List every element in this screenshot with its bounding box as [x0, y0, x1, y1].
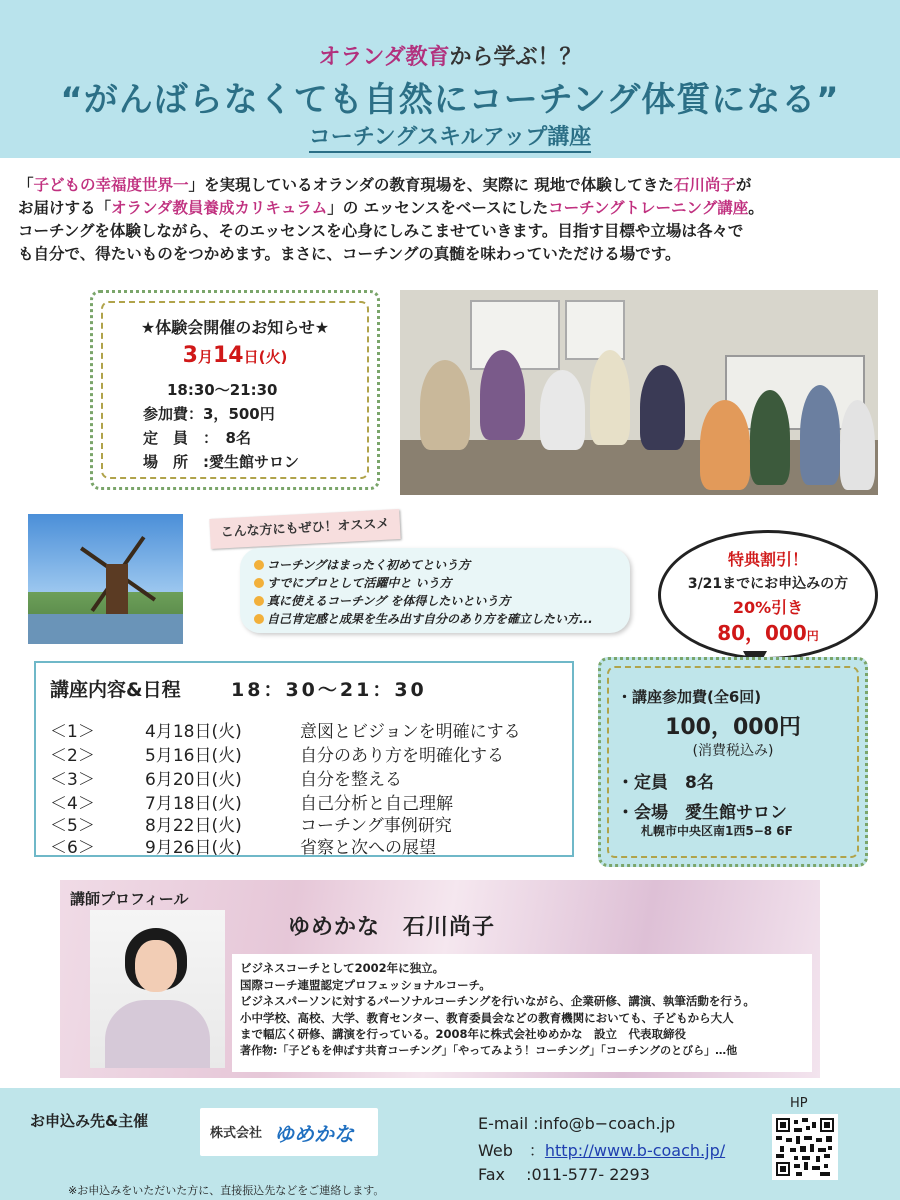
session-topic: 自己分析と自己理解 [300, 794, 453, 814]
instructor-profile [60, 880, 820, 1078]
course-fee-box [598, 657, 868, 867]
profile-label: 講師プロフィール [70, 890, 189, 908]
intro-highlight: 石川尚子 [673, 176, 736, 194]
person [480, 350, 525, 440]
discount-price-unit: 円 [806, 629, 819, 643]
schedule-title: 講座内容&日程 [50, 679, 181, 701]
intro-highlight: オランダ教員養成カリキュラム [111, 199, 328, 217]
session-date: 9月26日(火) [145, 838, 242, 858]
session-number: ＜6＞ [50, 838, 95, 858]
session-date: 8月22日(火) [145, 816, 242, 836]
logo-prefix: 株式会社 [210, 1126, 263, 1141]
session-number: ＜5＞ [50, 816, 95, 836]
schedule-row [50, 765, 570, 790]
intro-text: 」の エッセンスをベースにした [327, 199, 549, 217]
footer [0, 1088, 900, 1200]
contact-fax: Fax :011-577- 2293 [478, 1165, 650, 1184]
recommend-box [240, 548, 630, 633]
footer-label: お申込み先&主催 [30, 1112, 149, 1130]
discount-price-value: 80，000 [717, 621, 807, 645]
intro-line-1 [18, 174, 884, 197]
flower-bullet-icon [254, 560, 264, 570]
website-link[interactable]: http://www.b-coach.jp/ [544, 1141, 726, 1160]
canal-water [28, 614, 183, 644]
intro-line-3: コーチングを体験しながら、そのエッセンスを心身にしみこませていきます。目指す目標や立場は各々で [18, 222, 744, 240]
course-title-text: コーチングスキルアップ講座 [309, 125, 591, 153]
schedule-time: 18：30〜21：30 [231, 679, 427, 701]
flower-bullet-icon [254, 578, 264, 588]
session-topic: 自分のあり方を明確化する [300, 746, 504, 766]
intro-text: 」を実現しているオランダの教育現場を、実際に 現地で体験してきた [188, 176, 674, 194]
session-date: 6月20日(火) [145, 770, 242, 790]
person [420, 360, 470, 450]
schedule-row [50, 717, 570, 742]
trial-event-box [90, 290, 380, 490]
fee-tax-note: (消費税込み) [692, 743, 774, 759]
fee-venue: ・会場 愛生館サロン [617, 803, 787, 823]
person [800, 385, 840, 485]
recommend-item-text: 真に使えるコーチング を体得したいという方 [267, 594, 511, 608]
person [590, 350, 630, 445]
footer-note: ※お申込みをいただいた方に、直接振込先などをご連絡します。 [68, 1184, 385, 1197]
intro-line-2 [18, 197, 884, 220]
whiteboard [565, 300, 625, 360]
fee-label: ・講座参加費(全6回) [617, 688, 762, 706]
session-date: 5月16日(火) [145, 746, 242, 766]
fee-amount: 100，000円 [665, 715, 801, 740]
schedule-row [50, 833, 570, 858]
discount-price [661, 617, 875, 646]
flower-bullet-icon [254, 614, 264, 624]
qr-code-graphic [776, 1118, 834, 1176]
contact-web [478, 1138, 725, 1161]
person [640, 365, 685, 450]
schedule-row [50, 741, 570, 766]
recommend-item [254, 592, 616, 610]
instructor-photo [90, 910, 225, 1068]
discount-deadline: 3/21までにお申込みの方 [687, 576, 849, 592]
schedule-row [50, 789, 570, 814]
instructor-name: ゆめかな 石川尚子 [288, 915, 496, 940]
person [750, 390, 790, 485]
person [840, 400, 875, 490]
intro-text: お届けする「 [18, 199, 112, 217]
session-topic: 自分を整える [300, 770, 402, 790]
intro-text: が [735, 176, 752, 194]
hp-label: HP [790, 1096, 808, 1111]
fee-address: 札幌市中央区南1西5−8 6F [641, 824, 793, 838]
date-day: 14 [212, 343, 244, 368]
session-number: ＜4＞ [50, 794, 95, 814]
discount-title: 特典割引！ [727, 550, 808, 569]
header-banner [0, 0, 900, 158]
contact-email[interactable]: E-mail :info@b−coach.jp [478, 1114, 676, 1133]
trial-event-place: 場 所 :愛生館サロン [143, 453, 299, 471]
profile-line: 小中学校、高校、大学、教育センター、教育委員会などの教育機関においても、子どもから大人 [240, 1010, 734, 1025]
profile-line: 著作物:「子どもを伸ばす共育コーチング」「やってみよう！コーチング」「コーチングのとびら」…他 [240, 1043, 738, 1057]
schedule-row [50, 811, 570, 836]
trial-event-time: 18:30〜21:30 [167, 381, 278, 399]
workshop-photo [400, 290, 878, 495]
trial-event-title: ★体験会開催のお知らせ★ [140, 318, 330, 337]
flower-bullet-icon [254, 596, 264, 606]
intro-highlight: コーチングトレーニング講座 [548, 199, 749, 217]
session-topic: 省察と次への展望 [300, 838, 436, 858]
session-topic: 意図とビジョンを明確にする [300, 722, 521, 742]
session-topic: コーチング事例研究 [300, 816, 452, 836]
session-number: ＜2＞ [50, 746, 95, 766]
logo-name: ゆめかな [274, 1122, 354, 1146]
subtitle-highlight: オランダ教育 [318, 45, 450, 70]
profile-line: まで幅広く研修、講演を行っている。2008年に株式会社ゆめかな 設立 代表取締役 [240, 1027, 687, 1041]
date-month: 3 [182, 343, 198, 368]
discount-bubble [658, 530, 878, 660]
schedule-box [34, 661, 574, 857]
fee-capacity: ・定員 8名 [617, 773, 714, 793]
profile-text [232, 954, 812, 1072]
intro-text: 。 [748, 199, 764, 217]
profile-line: 国際コーチ連盟認定プロフェッショナルコーチ。 [240, 977, 491, 992]
person [700, 400, 750, 490]
windmill-photo [28, 514, 183, 644]
recommend-item [254, 574, 616, 592]
date-day-unit: 日(火) [243, 348, 288, 366]
web-label: Web ： [478, 1141, 545, 1160]
page-title: “がんばらなくても自然にコーチング体質になる” [60, 80, 840, 120]
recommend-item [254, 556, 616, 574]
date-month-unit: 月 [197, 348, 213, 366]
intro-highlight: 子どもの幸福度世界一 [33, 176, 189, 194]
recommend-item-text: コーチングはまったく初めてという方 [267, 558, 471, 572]
company-logo [200, 1108, 378, 1156]
profile-line: ビジネスコーチとして2002年に独立。 [240, 961, 445, 975]
intro-text: 「 [18, 176, 34, 194]
trial-event-fee: 参加費：3，500円 [143, 405, 275, 423]
intro-paragraph [18, 174, 884, 266]
recommend-item [254, 610, 616, 628]
session-number: ＜3＞ [50, 770, 95, 790]
trial-event-date [93, 343, 377, 368]
intro-line-4: も自分で、得たいものをつかめます。まさに、コーチングの真髄を味わっていただける場です。 [18, 245, 681, 263]
recommend-item-text: すでにプロとして活躍中と いう方 [267, 576, 452, 590]
photo-body [105, 1000, 210, 1068]
session-date: 7月18日(火) [145, 794, 242, 814]
profile-line: ビジネスパーソンに対するパーソナルコーチングを行いながら、企業研修、講演、執筆活動を行う。 [240, 994, 755, 1008]
recommend-item-text: 自己肯定感と成果を生み出す自分のあり方を確立したい方... [267, 612, 593, 626]
photo-face [135, 940, 177, 992]
recommend-label: こんな方にもぜひ！オススメ [209, 509, 400, 549]
session-date: 4月18日(火) [145, 722, 242, 742]
qr-code-icon[interactable] [772, 1114, 838, 1180]
header-subtitle [0, 40, 900, 71]
course-title [0, 120, 900, 151]
trial-event-capacity: 定 員 ： 8名 [143, 429, 251, 447]
discount-rate: 20%引き [732, 598, 804, 617]
subtitle-rest: から学ぶ！？ [449, 45, 582, 70]
session-number: ＜1＞ [50, 722, 95, 742]
person [540, 370, 585, 450]
